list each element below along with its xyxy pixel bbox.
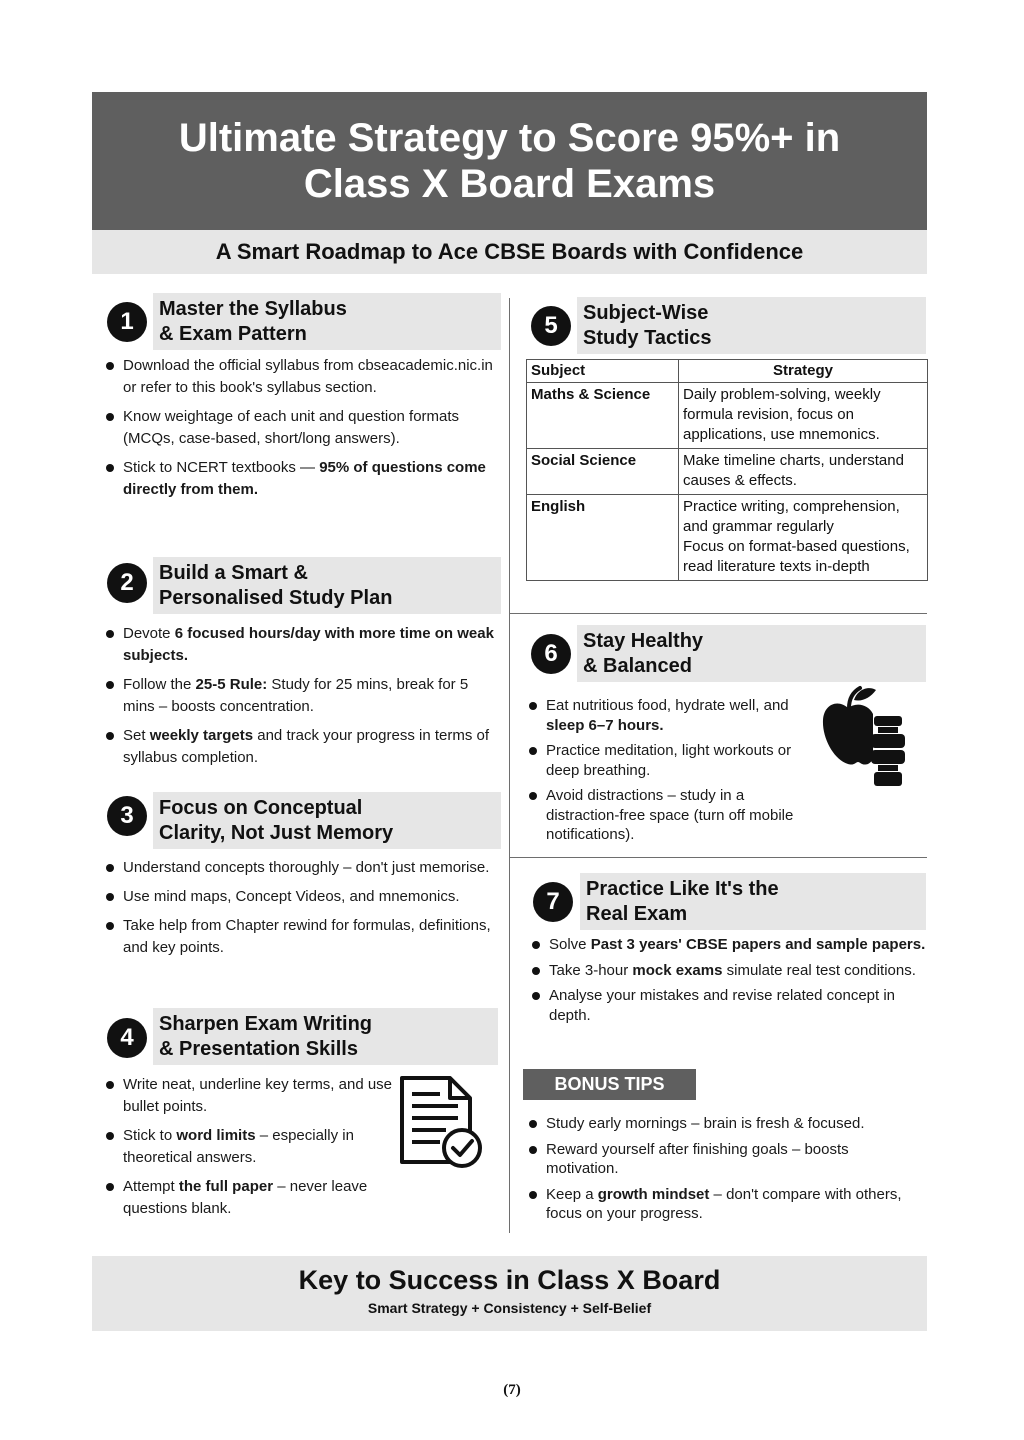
section-heading: Master the Syllabus & Exam Pattern (153, 293, 501, 350)
strategy-text: Daily problem-solving, weekly formula revision, focus on applications, use mnemonics. (683, 386, 881, 443)
text-run: Understand concepts thoroughly – don't just memorise. (123, 859, 490, 876)
bold-text: the full paper (178, 1178, 274, 1195)
list-item (527, 741, 812, 780)
text-run: Write neat, underline key terms, and use bullet points. (123, 1076, 393, 1115)
bonus-tips-list (527, 1114, 919, 1230)
list-item (104, 886, 504, 908)
list-item (104, 915, 504, 959)
section-divider (509, 613, 927, 614)
section-heading: Sharpen Exam Writing & Presentation Skills (153, 1008, 498, 1065)
section-number-badge: 4 (107, 1018, 147, 1058)
list-item (530, 961, 926, 981)
text-run: Devote (123, 625, 175, 642)
section-bullet-list (104, 623, 499, 776)
section-number-badge: 5 (531, 306, 571, 346)
text-run: Study for 25 mins, break for 5 mins – boosts concentration. (123, 676, 469, 715)
list-item (527, 1185, 919, 1224)
document-check-icon (398, 1074, 486, 1170)
subject-cell: English (527, 495, 679, 581)
table-row (527, 383, 928, 449)
bold-text: word limits (176, 1127, 256, 1144)
list-item (104, 1074, 394, 1118)
section-number-badge: 2 (107, 563, 147, 603)
section-heading: Stay Healthy & Balanced (577, 625, 926, 682)
strategy-cell (679, 383, 928, 449)
footer-banner (92, 1256, 927, 1331)
bold-text: weekly targets (149, 727, 254, 744)
list-item (530, 935, 926, 955)
section-heading: Build a Smart & Personalised Study Plan (153, 557, 501, 614)
text-run: Follow the (123, 676, 196, 693)
list-item (104, 457, 504, 501)
section-number-badge: 6 (531, 634, 571, 674)
footer-subtitle: Smart Strategy + Consistency + Self-Belief (367, 1300, 652, 1316)
section-bullet-list (104, 857, 504, 966)
text-run: Stick to NCERT textbooks — (123, 459, 320, 476)
list-item (104, 406, 504, 450)
text-run: simulate real test conditions. (722, 961, 916, 979)
text-run: Set (123, 727, 150, 744)
page-title: Ultimate Strategy to Score 95%+ in Class X Board Exams (178, 116, 841, 206)
bold-text: sleep 6–7 hours. (546, 716, 664, 734)
section-bullet-list (104, 1074, 394, 1227)
section-heading: Focus on Conceptual Clarity, Not Just Memory (153, 792, 501, 849)
section-number-badge: 7 (533, 882, 573, 922)
section-bullet-list (104, 355, 504, 508)
apple-dumbbell-icon (818, 684, 910, 792)
bold-text: 95% of questions come directly from them. (123, 459, 486, 498)
text-run: Avoid distractions – study in a distraction-free space (turn off mobile notifications). (546, 787, 794, 843)
list-item (527, 696, 812, 735)
bonus-tips-label: BONUS TIPS (523, 1069, 696, 1100)
table-header-cell: Strategy (679, 360, 928, 383)
text-run: Practice meditation, light workouts or deep breathing. (546, 742, 792, 779)
text-run: Analyse your mistakes and revise related concept in depth. (549, 987, 896, 1024)
subject-cell: Social Science (527, 449, 679, 495)
section-number-badge: 3 (107, 796, 147, 836)
bold-text: growth mindset (597, 1185, 710, 1203)
list-item (527, 1140, 919, 1179)
list-item (104, 1176, 394, 1220)
text-run: – never leave questions blank. (123, 1178, 368, 1217)
strategy-cell (679, 495, 928, 581)
bold-text: mock exams (632, 961, 723, 979)
list-item (104, 674, 499, 718)
section-heading: Subject-Wise Study Tactics (577, 297, 926, 354)
subtitle-banner: A Smart Roadmap to Ace CBSE Boards with Confidence (92, 230, 927, 274)
section-bullet-list (530, 935, 926, 1031)
text-run: Keep a (546, 1185, 598, 1203)
table-row (527, 495, 928, 581)
list-item (104, 623, 499, 667)
bold-text: Past 3 years' CBSE papers and sample papers. (590, 936, 926, 953)
table-header-row (527, 360, 928, 383)
text-run: Reward yourself after finishing goals – boosts motivation. (546, 1140, 849, 1177)
list-item (104, 725, 499, 769)
list-item (104, 1125, 394, 1169)
text-run: Know weightage of each unit and question formats (MCQs, case-based, short/long answers). (123, 408, 460, 447)
bold-text: 6 focused hours/day with more time on weak subjects. (123, 625, 494, 664)
list-item (104, 355, 504, 399)
text-run: Take help from Chapter rewind for formulas, definitions, and key points. (123, 917, 491, 956)
text-run: Attempt (123, 1178, 179, 1195)
footer-title: Key to Success in Class X Board (298, 1265, 721, 1295)
page-number: (7) (503, 1382, 521, 1398)
list-item (530, 986, 926, 1025)
strategy-text: Focus on format-based questions, read literature texts in-depth (683, 538, 910, 575)
text-run: and track your progress in terms of syllabus completion. (123, 727, 490, 766)
subject-strategy-table (526, 359, 928, 581)
title-banner (92, 92, 927, 230)
text-run: Study early mornings – brain is fresh & focused. (546, 1115, 865, 1132)
table-row (527, 449, 928, 495)
section-number-badge: 1 (107, 302, 147, 342)
section-heading: Practice Like It's the Real Exam (580, 873, 926, 930)
list-item (527, 1114, 919, 1134)
text-run: – especially in theoretical answers. (123, 1127, 354, 1166)
section-divider (509, 857, 927, 858)
list-item (104, 857, 504, 879)
bold-text: 25-5 Rule: (195, 676, 268, 693)
text-run: – don't compare with others, focus on your progress. (546, 1185, 902, 1222)
subject-cell: Maths & Science (527, 383, 679, 449)
strategy-text: Make timeline charts, understand causes & effects. (683, 452, 904, 489)
column-divider (509, 298, 510, 1233)
text-run: Eat nutritious food, hydrate well, and (546, 697, 789, 714)
text-run: Stick to (123, 1127, 177, 1144)
strategy-text: Practice writing, comprehension, and grammar regularly (683, 498, 900, 535)
list-item (527, 786, 812, 845)
strategy-cell (679, 449, 928, 495)
text-run: Take 3-hour (549, 961, 633, 979)
text-run: Use mind maps, Concept Videos, and mnemonics. (123, 888, 460, 905)
table-header-cell: Subject (527, 360, 679, 383)
text-run: Download the official syllabus from cbseacademic.nic.in or refer to this book's syllabus section. (123, 357, 493, 396)
text-run: Solve (549, 936, 591, 953)
section-bullet-list (527, 696, 812, 851)
